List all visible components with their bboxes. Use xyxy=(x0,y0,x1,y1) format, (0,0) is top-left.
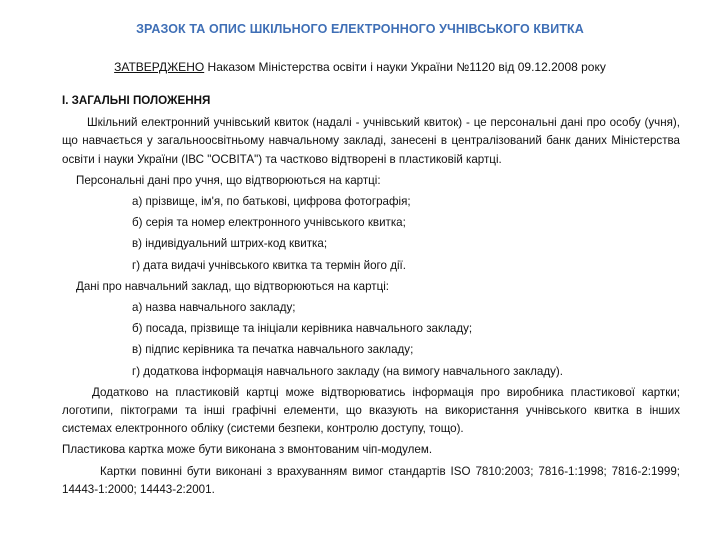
school-item: г) додаткова інформація навчального закладу (на вимогу навчального закладу). xyxy=(132,364,564,378)
additional-paragraph: Додатково на пластиковій картці може відтворюватись інформація про виробника пластикової картки; логотипи, піктограми та інші графічні елементи, що вказують на використання учнівського квитка в інших системах електронного обліку (системи безпеки, контролю доступу, тощо). xyxy=(62,385,680,436)
chip-paragraph: Пластикова картка може бути виконана з вмонтованим чіп-модулем. xyxy=(62,443,433,457)
school-item: б) посада, прізвище та ініціали керівника навчального закладу; xyxy=(132,322,473,336)
personal-data-heading: Персональні дані про учня, що відтворюються на картці: xyxy=(76,173,381,187)
school-data-heading: Дані про навчальний заклад, що відтворюються на картці: xyxy=(76,279,390,293)
approved-label: ЗАТВЕРДЖЕНО xyxy=(114,60,205,74)
intro-paragraph: Шкільний електронний учнівський квиток (надалі - учнівський квиток) - це персональні дані про особу (учня), що навчається у загальноосвітньому навчальному закладі, занесені в централізований банк даних Міністерства освіти і науки України (ІВС "ОСВІТА") та частково відтворені в пластиковій картці. xyxy=(62,116,680,166)
personal-item: а) прізвище, ім'я, по батькові, цифрова фотографія; xyxy=(132,195,411,209)
school-item: а) назва навчального закладу; xyxy=(132,301,296,315)
personal-item: г) дата видачі учнівського квитка та термін його дії. xyxy=(132,258,406,272)
standards-paragraph: Картки повинні бути виконані з врахуванням вимог стандартів ISO 7810:2003; 7816-1:1998; 7816-2:1999; 14443-1:2000; 14443-2:2001. xyxy=(62,464,680,496)
section-heading: І. ЗАГАЛЬНІ ПОЛОЖЕННЯ xyxy=(62,94,211,107)
personal-item: в) індивідуальний штрих-код квитка; xyxy=(132,237,328,251)
personal-item: б) серія та номер електронного учнівського квитка; xyxy=(132,216,406,230)
page-title: ЗРАЗОК ТА ОПИС ШКІЛЬНОГО ЕЛЕКТРОННОГО УЧНІВСЬКОГО КВИТКА xyxy=(136,22,584,36)
approval-line xyxy=(0,60,720,74)
school-item: в) підпис керівника та печатка навчального закладу; xyxy=(132,343,414,357)
approved-text: Наказом Міністерства освіти і науки України №1120 від 09.12.2008 року xyxy=(204,60,606,74)
document-body xyxy=(62,92,680,499)
